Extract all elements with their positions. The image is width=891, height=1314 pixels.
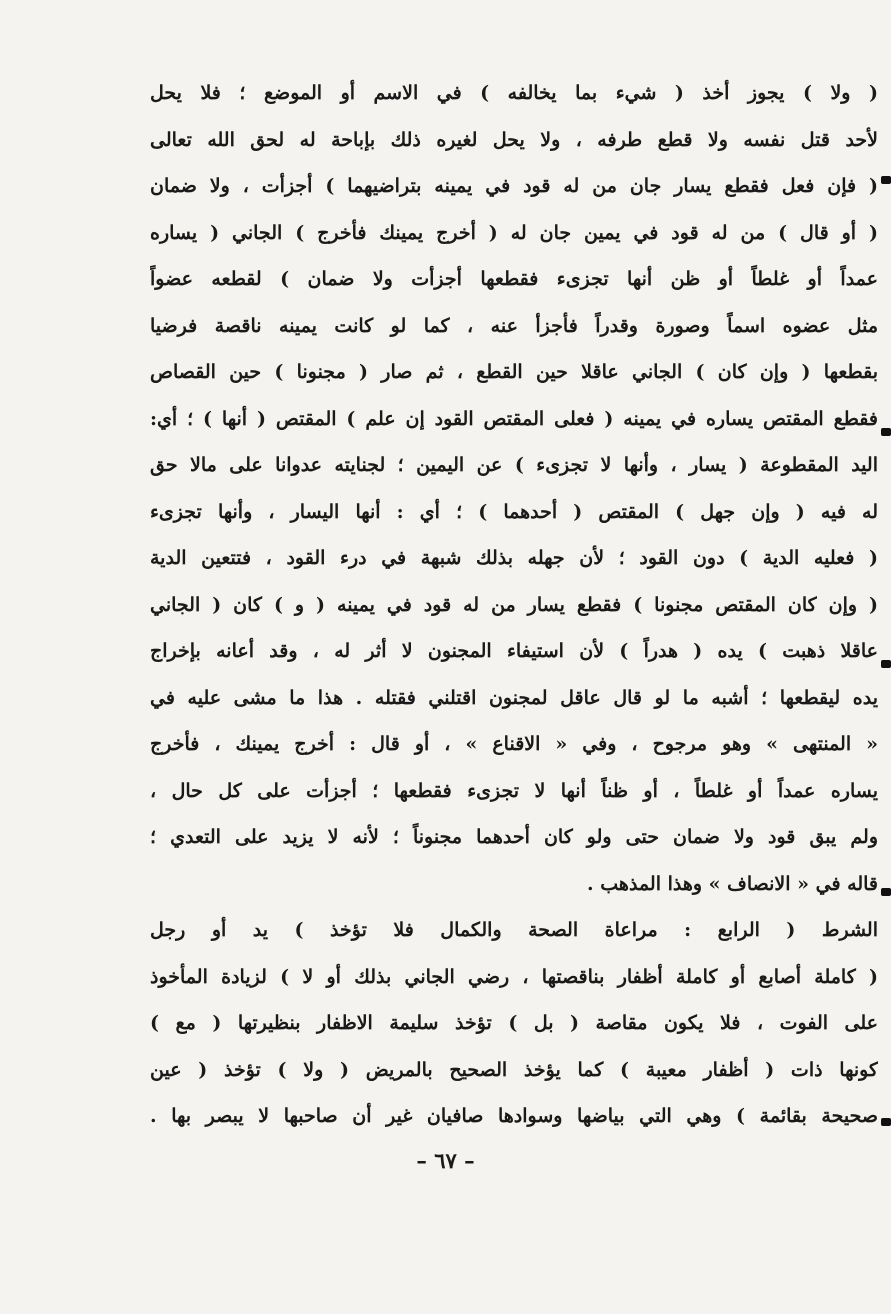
text-line: بقطعها ( وإن كان ) الجاني عاقلا حين القطع ، ثم صار ( مجنونا ) حين القصاص [150,361,878,383]
margin-mark [881,428,891,436]
text-line: اليد المقطوعة ( يسار ، وأنها لا تجزىء ) عن اليمين ؛ لجنايته عدوانا على مالا حق [150,454,878,476]
text-line: عاقلا ذهبت ) يده ( هدراً ) لأن استيفاء المجنون لا أثر له ، وقد أعانه بإخراج [150,640,878,662]
text-line: ( فعليه الدية ) دون القود ؛ لأن جهله بذلك شبهة في درء القود ، فتتعين الدية [150,547,878,569]
margin-mark [881,176,891,184]
text-line: كونها ذات ( أظفار معيبة ) كما يؤخذ الصحيح بالمريض ( ولا ) تؤخذ ( عين [150,1058,878,1081]
body-text [150,70,878,1140]
margin-mark [881,888,891,896]
text-line: على الفوت ، فلا يكون مقاصة ( بل ) تؤخذ سليمة الاظفار بنظيرتها ( مع ) [150,1012,878,1034]
text-line: عمداً أو غلطاً أو ظن أنها تجزىء فقطعها أجزأت ولا ضمان ) لقطعه عضواً [150,268,878,290]
text-line: صحيحة بقائمة ) وهي التي بياضها وسوادها صافيان غير أن صاحبها لا يبصر بها . [150,1105,878,1127]
text-line: ( وإن كان المقتص مجنونا ) فقطع يسار من له قود في يمينه ( و ) كان ( الجاني [150,593,878,616]
text-line: يساره عمداً أو غلطاً ، أو ظناً أنها لا تجزىء فقطعها ؛ أجزأت على كل حال ، [150,779,878,802]
margin-mark [881,660,891,668]
text-line: لأحد قتل نفسه ولا قطع طرفه ، ولا يحل لغيره ذلك بإباحة له لحق الله تعالى [150,128,878,151]
text-line: « المنتهى » وهو مرجوح ، وفي « الاقناع » ، أو قال : أخرج يمينك ، فأخرج [150,733,878,755]
text-line: قاله في « الانصاف » وهذا المذهب . [587,872,878,895]
text-line: ( أو قال ) من له قود في يمين جان له ( أخرج يمينك فأخرج ) الجاني ( يساره [150,221,878,244]
text-line: له فيه ( وإن جهل ) المقتص ( أحدهما ) ؛ أي : أنها اليسار ، وأنها تجزىء [150,500,878,523]
page-number: – ٦٧ – [416,1148,475,1173]
margin-mark [881,1118,891,1126]
text-line: فقطع المقتص يساره في يمينه ( فعلى المقتص القود إن علم ) المقتص ( أنها ) ؛ أي: [150,407,878,430]
text-line: مثل عضوه اسماً وصورة وقدراً فأجزأ عنه ، كما لو كانت يمينه ناقصة فرضيا [150,314,878,337]
text-line: الشرط ( الرابع : مراعاة الصحة والكمال فلا تؤخذ ) يد أو رجل [150,919,878,941]
text-line: ( فإن فعل فقطع يسار جان من له قود في يمينه بتراضيهما ) أجزأت ، ولا ضمان [150,175,878,197]
text-line: ( ولا ) يجوز أخذ ( شيء بما يخالفه ) في الاسم أو الموضع ؛ فلا يحل [150,82,878,104]
text-line: ولم يبق قود ولا ضمان حتى ولو كان أحدهما مجنوناً ؛ لأنه لا يزيد على التعدي ؛ [150,826,878,848]
text-line: يده ليقطعها ؛ أشبه ما لو قال عاقل لمجنون اقتلني فقتله . هذا ما مشى عليه في [150,686,878,709]
text-line: ( كاملة أصابع أو كاملة أظفار بناقصتها ، رضي الجاني بذلك أو لا ) لزيادة المأخوذ [150,965,878,988]
